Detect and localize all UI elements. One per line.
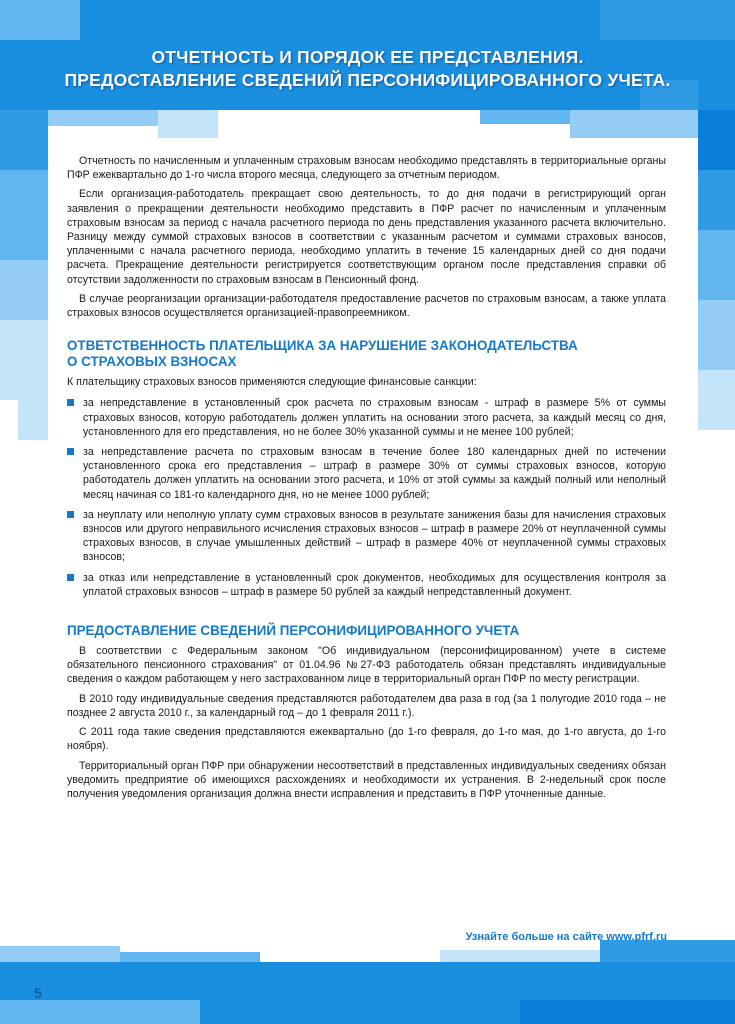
section-heading <box>67 338 666 370</box>
list-item-text: за непредставление в установленный срок расчета по страховым взносам - штраф в размере 5% от суммы страховых взносов, которую работодатель должен уплатить на основании этого расчета, за каждый месяц со дня, установленного для его представления, но не более 30% указанной суммы и не менее 100 рублей; <box>83 397 666 438</box>
square-bullet-icon <box>67 511 74 518</box>
page-title-line: ОТЧЕТНОСТЬ И ПОРЯДОК ЕЕ ПРЕДСТАВЛЕНИЯ. <box>151 47 584 67</box>
paragraph: С 2011 года такие сведения представляются ежеквартально (до 1-го февраля, до 1-го мая, до 1-го августа, до 1-го ноября). <box>67 726 666 753</box>
document-body <box>67 154 666 806</box>
decor-tile <box>440 950 600 962</box>
section-heading-line: ОТВЕТСТВЕННОСТЬ ПЛАТЕЛЬЩИКА ЗА НАРУШЕНИЕ ЗАКОНОДАТЕЛЬСТВА <box>67 338 578 354</box>
square-bullet-icon <box>67 399 74 406</box>
paragraph: В случае реорганизации организации-работодателя предоставление расчетов по страховым взносам, а также уплата страховых взносов осуществляется организацией-правопреемником. <box>67 292 666 320</box>
section-heading: ПРЕДОСТАВЛЕНИЕ СВЕДЕНИЙ ПЕРСОНИФИЦИРОВАННОГО УЧЕТА <box>67 623 520 639</box>
paragraph: В 2010 году индивидуальные сведения представляются работодателем два раза в год (за 1 полугодие 2010 года – не позднее 2 августа 2010 г., за календарный год – до 1 февраля 2011 г.). <box>67 692 666 719</box>
square-bullet-icon <box>67 448 74 455</box>
page-title-line: ПРЕДОСТАВЛЕНИЕ СВЕДЕНИЙ ПЕРСОНИФИЦИРОВАННОГО УЧЕТА. <box>64 70 671 90</box>
sanctions-list <box>67 396 666 599</box>
decor-tile <box>0 110 48 170</box>
paragraph: В соответствии с Федеральным законом "Об индивидуальном (персонифицированном) учете в системе обязательного пенсионного страхования" от 01.04.96 №27-ФЗ работодатель обязан представлять индивидуальные сведения о каждом работающем у него застрахованном лице в территориальный орган ПФР по месту регистрации. <box>67 645 666 686</box>
list-item-text: за непредставление расчета по страховым взносам в течение более 180 календарных дней по истечении установленного срока его представления – штраф в размере 30% от суммы страховых взносов, которую работодатель должен уплатить на основании этого расчета, и 10% от этой суммы за каждый полный или неполный месяц начиная со 181-го календарного дня, но не менее 1000 рублей; <box>83 446 666 501</box>
list-item <box>67 396 666 439</box>
paragraph: Если организация-работодатель прекращает свою деятельность, то до дня подачи в регистрирующий орган заявления о прекращении деятельности необходимо представить в ПФР расчет по начисленным и уплаченным страховым взносам за период с начала расчетного периода по день представления указанного расчета включительно. Разницу между суммой страховых взносов в соответствии с указанным расчетом и суммами страховых взносов, уплаченными с начала расчетного периода, необходимо уплатить в течение 15 календарных дней со дня подачи расчета. Прекращение деятельности регистрируется соответствующим органом после представления справки об отсутствии задолженности по страховым взносам в Пенсионный фонд. <box>67 188 666 286</box>
page-title <box>0 46 735 92</box>
decor-tile <box>600 0 735 40</box>
section-heading-line: О СТРАХОВЫХ ВЗНОСАХ <box>67 354 237 370</box>
paragraph: Территориальный орган ПФР при обнаружении несоответствий в представленных индивидуальных сведениях обязан уведомить предприятие об имеющихся расхождениях и необходимости их устранения. В 2-недельный срок после получения уведомления организация должна внести исправления и представить в ПФР уточненные данные. <box>67 759 666 800</box>
decor-tile <box>480 110 570 124</box>
list-item-text: за отказ или непредставление в установленный срок документов, необходимых для осуществления контроля за уплатой страховых взносов – штраф в размере 50 рублей за каждый непредставленный документ. <box>83 571 666 598</box>
decor-tile <box>698 230 735 300</box>
decor-tile <box>0 320 48 400</box>
decor-tile <box>600 940 735 962</box>
decor-tile <box>120 952 260 962</box>
list-item <box>67 445 666 502</box>
decor-tile <box>158 110 218 138</box>
decor-tile <box>0 260 48 320</box>
decor-tile <box>698 300 735 370</box>
decor-tile <box>698 110 735 170</box>
decor-tile <box>0 0 80 40</box>
paragraph: К плательщику страховых взносов применяются следующие финансовые санкции: <box>67 376 477 389</box>
decor-tile <box>48 110 158 126</box>
square-bullet-icon <box>67 574 74 581</box>
decor-tile <box>698 170 735 230</box>
list-item-text: за неуплату или неполную уплату сумм страховых взносов в результате занижения базы для начисления страховых взносов или другого неправильного исчисления страховых взносов – штраф в размере 20% от неуплаченной суммы страховых взносов, в случае умышленных действий – штраф в размере 40% от неуплаченной суммы страховых взносов; <box>83 508 666 564</box>
list-item <box>67 571 666 599</box>
decor-tile <box>0 1000 200 1024</box>
decor-tile <box>520 1000 735 1024</box>
list-item <box>67 508 666 565</box>
decor-tile <box>0 170 48 260</box>
page-number: 5 <box>34 985 42 1001</box>
decor-tile <box>570 110 698 138</box>
paragraph: Отчетность по начисленным и уплаченным страховым взносам необходимо представлять в территориальные органы ПФР ежеквартально до 1-го числа второго месяца, следующего за отчетным периодом. <box>67 155 666 182</box>
decor-tile <box>698 370 735 430</box>
decor-tile <box>0 946 120 962</box>
decor-tile <box>18 400 48 440</box>
website-link[interactable]: Узнайте больше на сайте www.pfrf.ru <box>465 931 667 943</box>
